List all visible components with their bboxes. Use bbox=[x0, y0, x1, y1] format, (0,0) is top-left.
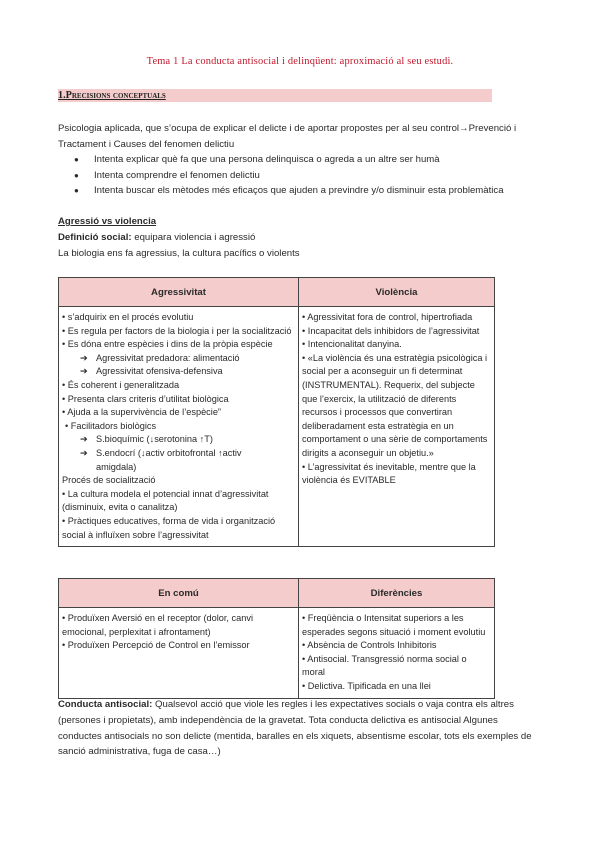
definition-text: equipara violencia i agressió bbox=[131, 232, 256, 243]
sub-item bbox=[62, 365, 295, 379]
bullet-list bbox=[74, 152, 504, 199]
diferencies-cell bbox=[299, 608, 495, 699]
cell-line: • Pràctiques educatives, forma de vida i organització social à influïxen sobre l’agressivitat bbox=[62, 515, 276, 540]
biology-line: La biologia ens fa agressius, la cultura pacífics o violents bbox=[58, 248, 300, 259]
cell-line: Procés de socialització bbox=[62, 475, 156, 486]
table-header-en-comu: En comú bbox=[59, 579, 299, 608]
sub-item bbox=[62, 352, 295, 366]
cell-line: • Es regula per factors de la biologia i per la socialització bbox=[62, 325, 292, 336]
agression-heading-text: Agressió vs violencia bbox=[58, 216, 157, 227]
common-differences-table bbox=[58, 578, 495, 699]
aggressivitat-cell bbox=[59, 307, 299, 547]
aggression-violence-table bbox=[58, 277, 495, 547]
agression-heading bbox=[58, 214, 548, 230]
cell-line: • Antisocial. Transgressió norma social o moral bbox=[302, 653, 467, 678]
cell-line: • Incapacitat dels inhibidors de l’agressivitat bbox=[302, 325, 480, 336]
cell-line: • s’adquirix en el procés evolutiu bbox=[62, 312, 194, 322]
cell-line: • La cultura modela el potencial innat d’agressivitat (disminuix, evita o canalitza) bbox=[62, 488, 269, 513]
section-heading-bar bbox=[58, 89, 492, 102]
cell-line: • Intencionalitat danyina. bbox=[302, 339, 402, 350]
table-header-aggressivitat: Agressivitat bbox=[59, 278, 299, 307]
list-item: ● Intenta explicar què fa que una persona delinquisca o agreda a un altre ser humà bbox=[74, 152, 504, 168]
definition-label: Definició social: bbox=[58, 232, 132, 243]
cell-line: • «La violència és una estratègia psicològica i social per a aconseguir un fi determinat (INSTRUMENTAL). Requerix, del subjecte que l’exercix, la utilització de diferents recursos i processos que convertiran deliberadament esta estratègia en un comportament o una sèrie de comportaments dirigits a aconseguir un objetiu.» bbox=[302, 352, 488, 458]
conducta-antisocial-text: Qualsevol acció que viole les regles i les expectatives socials o vaja contra els altres (persones i propietats), amb independència de la gravetat. Tota conducta delictiva es antisocial Algunes conductes antisocials no son delicte (mentida, baralles en els xiquets, absentisme escolar, tots els exemples de sanció administrativa, fuga de casa…) bbox=[58, 699, 532, 758]
intro-paragraph: Psicologia aplicada, que s’ocupa de explicar el delicte i de aportar propostes per al seu control→Prevenció i Tractament i Causes del fenomen delictiu bbox=[58, 123, 517, 150]
list-item: ● Intenta buscar els mètodes més eficaços que ajuden a previndre y/o disminuir esta problemàtica bbox=[74, 183, 504, 199]
sub-item-text: Agressivitat ofensiva-defensiva bbox=[96, 366, 223, 377]
section-heading: 1.Precisions conceptuals bbox=[58, 90, 166, 101]
violencia-cell bbox=[299, 307, 495, 547]
sub-item bbox=[62, 433, 295, 447]
en-comu-cell bbox=[59, 608, 299, 699]
arrow-icon: ➔ bbox=[80, 447, 88, 458]
arrow-icon: ➔ bbox=[80, 352, 88, 363]
cell-line: • L’agressivitat és inevitable, mentre que la violència és EVITABLE bbox=[302, 461, 476, 486]
arrow-icon: ➔ bbox=[80, 434, 88, 445]
definition-line bbox=[58, 230, 548, 246]
sub-item-text: S.endocrí (↓activ orbitofrontal ↑activ bbox=[96, 447, 242, 458]
cell-line: • Presenta clars criteris d’utilitat biològica bbox=[62, 393, 229, 404]
sub-item-text: S.bioquímic (↓serotonina ↑T) bbox=[96, 434, 213, 445]
cell-line: • Ajuda a la supervivència de l’espècie” bbox=[62, 407, 221, 418]
cell-line: • Produïxen Percepció de Control en l’emissor bbox=[62, 640, 250, 651]
sub-item-text: Agressivitat predadora: alimentació bbox=[96, 352, 240, 363]
page-title: Tema 1 La conducta antisocial i delinqüent: aproximació al seu estudi. bbox=[146, 56, 454, 67]
cell-line: • Agressivitat fora de control, hipertrofiada bbox=[302, 312, 473, 322]
cell-line: amigdala) bbox=[96, 461, 137, 472]
conducta-antisocial-paragraph bbox=[58, 697, 542, 760]
cell-line: • Delictiva. Tipificada en una llei bbox=[302, 680, 431, 691]
cell-line: • Facilitadors biològics bbox=[65, 420, 157, 431]
table-header-diferencies: Diferències bbox=[299, 579, 495, 608]
arrow-icon: ➔ bbox=[80, 366, 88, 377]
conducta-antisocial-label: Conducta antisocial: bbox=[58, 699, 153, 710]
cell-line: • Es dóna entre espècies i dins de la pròpia espècie bbox=[62, 339, 273, 350]
cell-line: • Absència de Controls Inhibitoris bbox=[302, 640, 437, 651]
sub-item bbox=[62, 447, 295, 461]
cell-line: • És coherent i generalitzada bbox=[62, 379, 180, 390]
cell-line: • Produïxen Aversió en el receptor (dolor, canvi emocional, perplexitat i afrontament) bbox=[62, 613, 253, 637]
table-header-violencia: Violència bbox=[299, 278, 495, 307]
list-item: ● Intenta comprendre el fenomen delictiu bbox=[74, 168, 504, 184]
cell-line: • Freqüència o Intensitat superiors a les esperades segons situació i moment evolutiu bbox=[302, 613, 486, 637]
